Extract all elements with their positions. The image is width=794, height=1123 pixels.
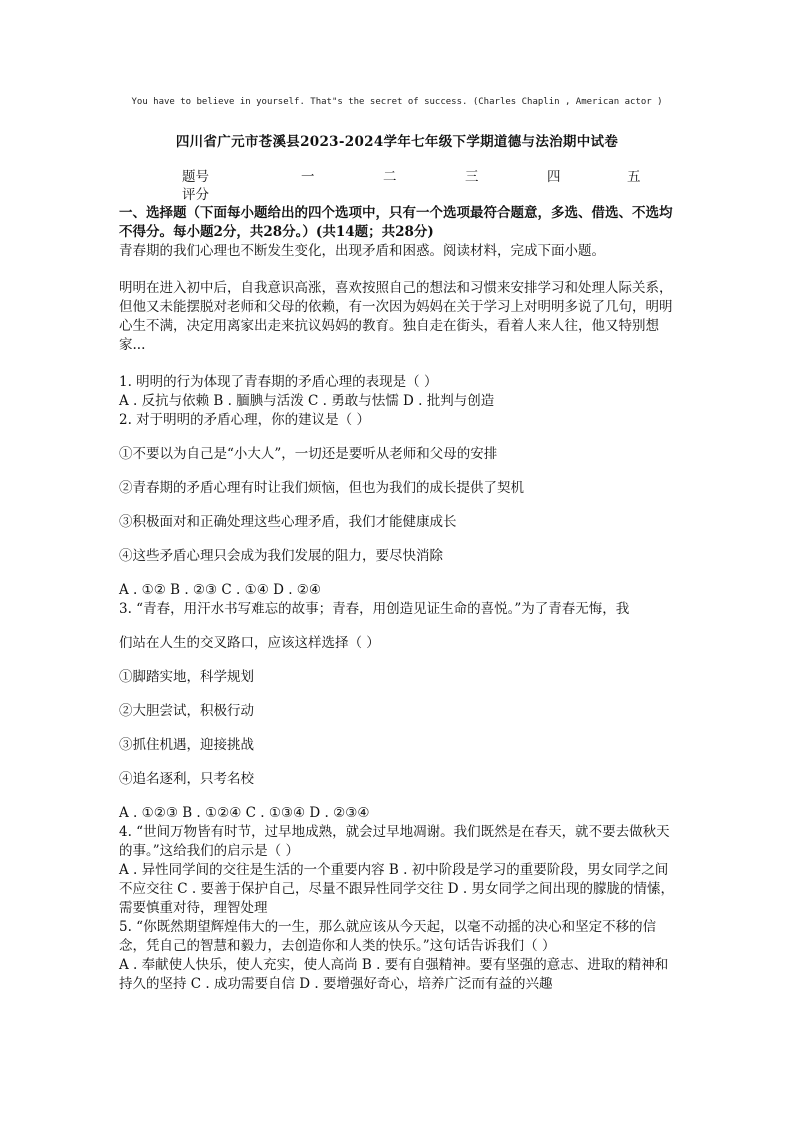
question-3-options: A . ①②③ B . ①②④ C . ①③④ D . ②③④ <box>119 805 370 821</box>
label-question-number: 题号 <box>182 169 209 185</box>
section-heading: 一、选择题（下面每小题给出的四个选项中，只有一个选项最符合题意，多选、借选、不选均不得分。每小题2分，共28分。）(共14题；共28分) <box>119 205 673 240</box>
column-1: 一 <box>301 169 315 185</box>
question-3-item: ①脚踏实地，科学规划 <box>119 669 254 685</box>
score-value-row <box>182 185 662 203</box>
column-4: 四 <box>547 169 561 185</box>
question-2-item: ①不要以为自己是“小大人”，一切还是要听从老师和父母的安排 <box>119 446 498 462</box>
label-score: 评分 <box>182 187 209 203</box>
column-2: 二 <box>383 169 397 185</box>
motto-line: You have to believe in yourself. That"s the secret of success. (Charles Chaplin , American actor ) <box>131 97 663 107</box>
question-3-item: ③抓住机遇，迎接挑战 <box>119 737 254 753</box>
question-5-stem: 5. “你既然期望辉煌伟大的一生，那么就应该从今天起，以毫不动摇的决心和坚定不移的信念，凭自己的智慧和毅力，去创造你和人类的快乐。”这句话告诉我们（ ） <box>119 919 657 954</box>
question-3-stem-line1: 3. “青春，用汗水书写难忘的故事；青春，用创造见证生命的喜悦。”为了青春无悔，我 <box>119 601 630 617</box>
question-2-stem: 2. 对于明明的矛盾心理，你的建议是（ ） <box>119 412 370 428</box>
column-5: 五 <box>627 169 641 185</box>
question-2-item: ④这些矛盾心理只会成为我们发展的阻力，要尽快消除 <box>119 548 443 564</box>
column-3: 三 <box>465 169 479 185</box>
question-1-options: A . 反抗与依赖 B . 腼腆与活泼 C . 勇敢与怯懦 D . 批判与创造 <box>119 393 495 409</box>
exam-title: 四川省广元市苍溪县2023-2024学年七年级下学期道德与法治期中试卷 <box>175 134 619 150</box>
question-4-options: A . 异性同学间的交往是生活的一个重要内容 B . 初中阶段是学习的重要阶段，男女同学之间不应交往 C . 要善于保护自己，尽量不跟异性同学交往 D . 男女同学之间出现的朦胧的情愫，需要慎重对待，理智处理 <box>119 862 674 916</box>
question-2-item: ③积极面对和正确处理这些心理矛盾，我们才能健康成长 <box>119 514 457 530</box>
question-4-stem: 4. “世间万物皆有时节，过早地成熟，就会过早地凋谢。我们既然是在春天，就不要去做秋天的事。”这给我们的启示是（ ） <box>119 824 670 859</box>
question-2-options: A . ①② B . ②③ C . ①④ D . ②④ <box>119 582 322 598</box>
question-2-item: ②青春期的矛盾心理有时让我们烦恼，但也为我们的成长提供了契机 <box>119 480 524 496</box>
score-table <box>182 165 662 203</box>
question-3-item: ④追名逐利，只考名校 <box>119 771 254 787</box>
question-3-stem-line2: 们站在人生的交叉路口，应该这样选择（ ） <box>119 635 380 651</box>
reading-passage: 明明在进入初中后，自我意识高涨，喜欢按照自己的想法和习惯来安排学习和处理人际关系，但他又未能摆脱对老师和父母的依赖，有一次因为妈妈在关于学习上对明明多说了几句，明明心生不满，决定用离家出走来抗议妈妈的教育。独自走在街头，看着人来人往，他又特别想家... <box>119 280 673 353</box>
question-3-item: ②大胆尝试，积极行动 <box>119 703 254 719</box>
question-1-stem: 1. 明明的行为体现了青春期的矛盾心理的表现是（ ） <box>119 374 438 390</box>
reading-intro: 青春期的我们心理也不断发生变化，出现矛盾和困惑。阅读材料，完成下面小题。 <box>119 243 605 259</box>
question-5-options: A . 奉献使人快乐，使人充实，使人高尚 B . 要有自强精神。要有坚强的意志、进取的精神和持久的坚持 C . 成功需要自信 D . 要增强好奇心，培养广泛而有益的兴趣 <box>119 957 669 992</box>
section-choice-questions <box>119 204 675 994</box>
score-header-row <box>182 165 662 185</box>
